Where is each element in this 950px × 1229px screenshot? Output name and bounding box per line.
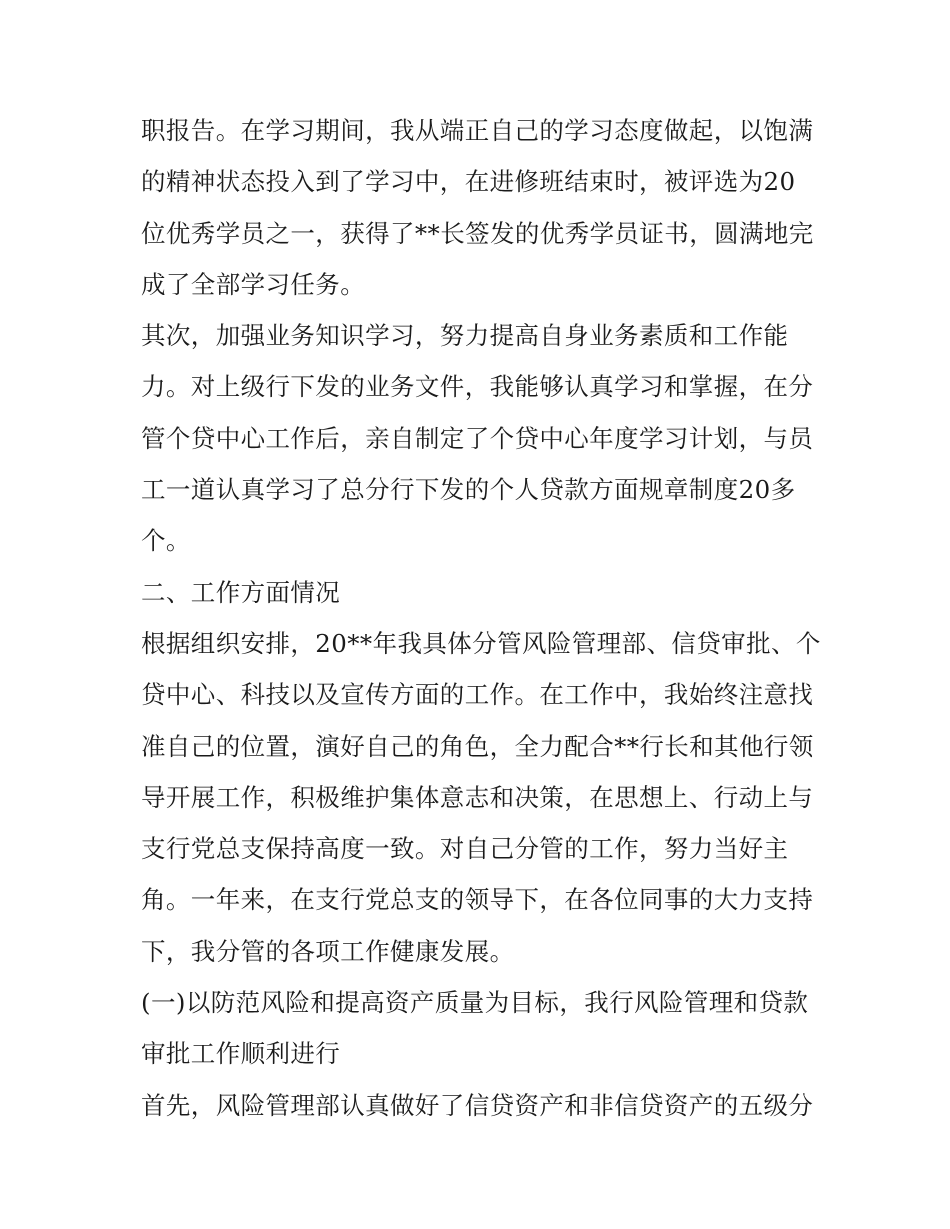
section-heading-work bbox=[141, 567, 821, 618]
text-line: 根据组织安排，20**年我具体分管风险管理部、信贷审批、个 bbox=[141, 628, 821, 658]
text-line: 工一道认真学习了总分行下发的个人贷款方面规章制度20多 bbox=[141, 475, 796, 505]
text-line: 导开展工作，积极维护集体意志和决策，在思想上、行动上与 bbox=[141, 782, 814, 812]
text-line: 的精神状态投入到了学习中，在进修班结束时，被评选为20 bbox=[141, 167, 796, 197]
paragraph-risk-management bbox=[141, 1080, 821, 1131]
text-line: 角。一年来，在支行党总支的领导下，在各位同事的大力支持 bbox=[141, 885, 814, 915]
text-line: 下，我分管的各项工作健康发展。 bbox=[141, 936, 515, 966]
text-line: 力。对上级行下发的业务文件，我能够认真学习和掌握，在分 bbox=[141, 372, 814, 402]
document-page bbox=[141, 105, 821, 1131]
subsection-heading: (一)以防范风险和提高资产质量为目标，我行风险管理和贷款 bbox=[141, 988, 809, 1018]
paragraph-business-study bbox=[141, 310, 821, 566]
text-line: 贷中心、科技以及宣传方面的工作。在工作中，我始终注意找 bbox=[141, 680, 814, 710]
text-line: 支行党总支保持高度一致。对自己分管的工作，努力当好主 bbox=[141, 834, 789, 864]
text-line: 管个贷中心工作后，亲自制定了个贷中心年度学习计划，与员 bbox=[141, 423, 814, 453]
text-line: 其次，加强业务知识学习，努力提高自身业务素质和工作能 bbox=[141, 321, 789, 351]
text-line: 首先，风险管理部认真做好了信贷资产和非信贷资产的五级分 bbox=[141, 1090, 814, 1120]
text-line: 位优秀学员之一，获得了**长签发的优秀学员证书，圆满地完 bbox=[141, 218, 814, 248]
subsection-heading-risk bbox=[141, 977, 821, 1080]
text-line: 成了全部学习任务。 bbox=[141, 269, 366, 299]
text-line: 个。 bbox=[141, 526, 191, 556]
section-heading: 二、工作方面情况 bbox=[141, 577, 341, 607]
subsection-heading: 审批工作顺利进行 bbox=[141, 1039, 341, 1069]
paragraph-work-arrangement bbox=[141, 618, 821, 977]
text-line: 准自己的位置，演好自己的角色，全力配合**行长和其他行领 bbox=[141, 731, 814, 761]
paragraph-study-completion bbox=[141, 105, 821, 310]
text-line: 职报告。在学习期间，我从端正自己的学习态度做起，以饱满 bbox=[141, 116, 814, 145]
